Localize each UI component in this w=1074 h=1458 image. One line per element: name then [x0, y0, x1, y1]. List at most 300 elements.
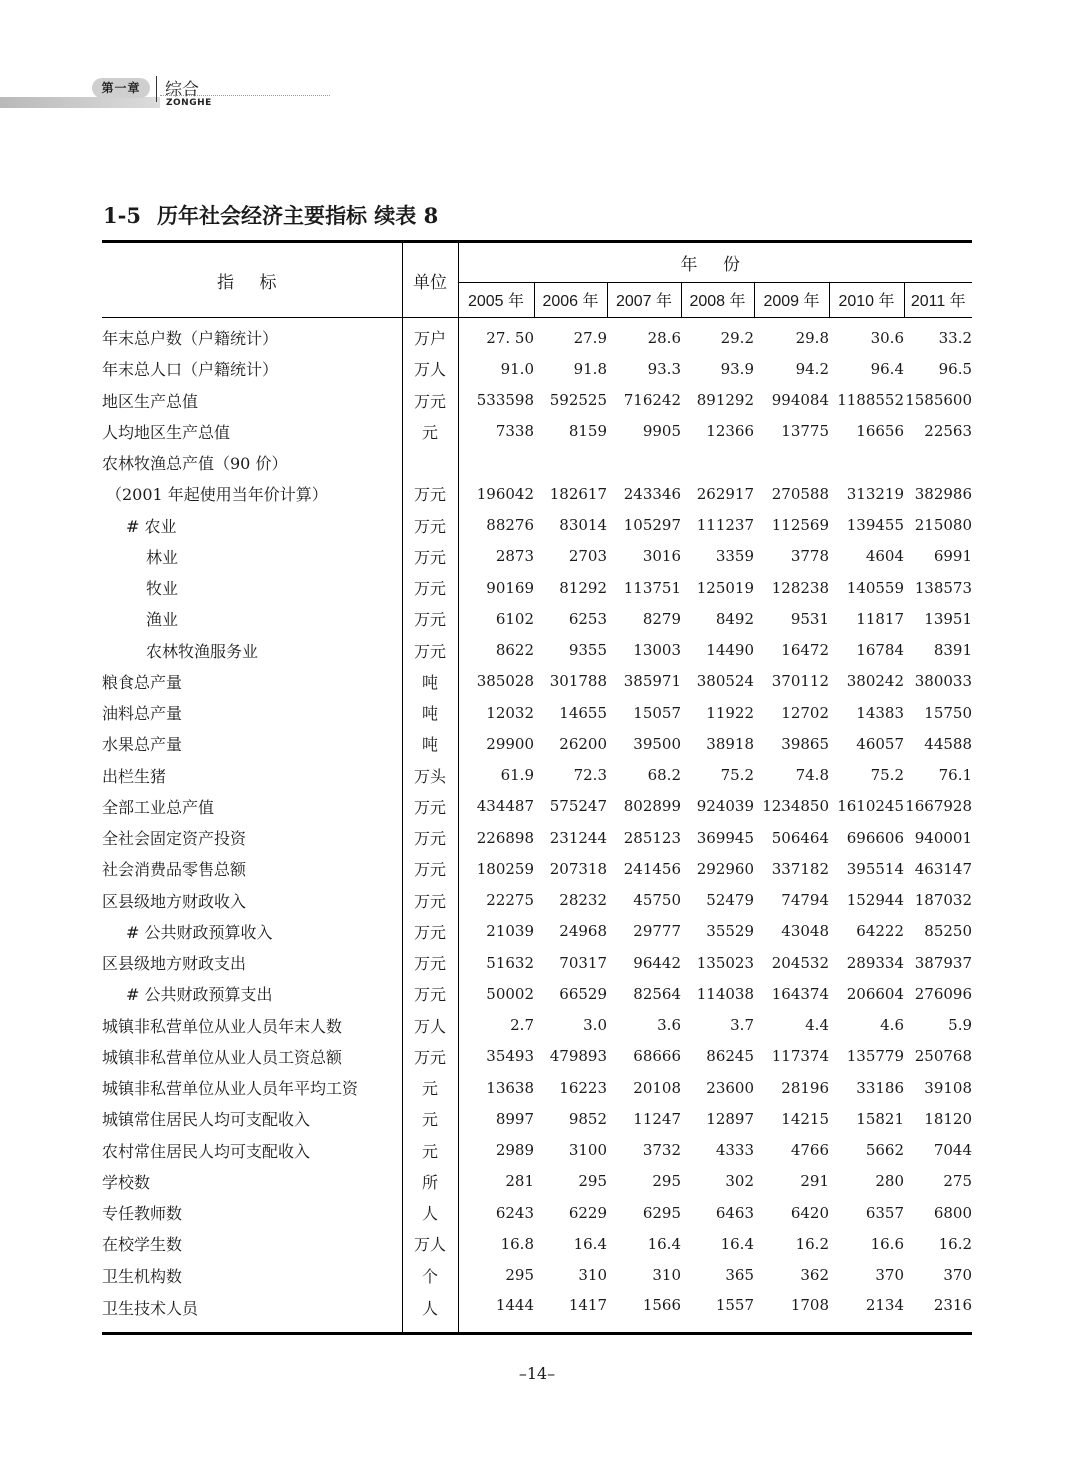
value-cell: 16.4	[647, 1234, 681, 1253]
table-row	[102, 510, 972, 541]
unit-cell: 万人	[402, 1228, 458, 1259]
value-cell: 362	[800, 1266, 829, 1285]
table-row	[102, 666, 972, 697]
table-title	[103, 200, 438, 230]
unit-cell: 万元	[402, 978, 458, 1009]
value-cell: 6991	[933, 547, 973, 566]
value-cell: 262917	[696, 484, 754, 503]
indicator-label: 社会消费品零售总额	[102, 860, 247, 880]
value-cell: 68666	[633, 1047, 681, 1066]
value-cell: 75.2	[870, 766, 904, 785]
value-cell: 105297	[623, 516, 681, 535]
value-cell: 96.4	[870, 359, 904, 378]
indicator-label: 城镇非私营单位从业人员工资总额	[102, 1047, 343, 1067]
unit-cell: 万元	[402, 478, 458, 509]
table-row	[102, 1072, 972, 1103]
unit-cell: 万元	[402, 947, 458, 978]
table-row	[102, 385, 972, 416]
year-header-cell: 2006 年	[534, 282, 607, 317]
value-cell: 385028	[476, 672, 534, 691]
indicator-label: 城镇常住居民人均可支配收入	[102, 1110, 311, 1130]
table-row	[102, 916, 972, 947]
value-cell: 295	[505, 1266, 534, 1285]
table-row	[102, 1041, 972, 1072]
value-cell: 3.0	[583, 1016, 607, 1035]
value-cell: 28232	[559, 891, 607, 910]
value-cell: 35529	[706, 922, 754, 941]
indicator-label: 人均地区生产总值	[102, 422, 231, 442]
value-cell: 27.9	[573, 328, 607, 347]
table-row	[102, 541, 972, 572]
value-cell: 180259	[476, 859, 534, 878]
table-row	[102, 1228, 972, 1259]
value-cell: 45750	[633, 891, 681, 910]
value-cell: 4.6	[880, 1016, 904, 1035]
value-cell: 76.1	[938, 766, 973, 785]
value-cell: 434487	[476, 797, 534, 816]
value-cell: 1667928	[905, 797, 973, 816]
value-cell: 891292	[696, 391, 754, 410]
table-row	[102, 822, 972, 853]
value-cell: 716242	[623, 391, 681, 410]
value-cell	[754, 447, 829, 478]
value-cell: 275	[943, 1172, 973, 1191]
value-cell: 61.9	[500, 766, 534, 785]
unit-cell: 个	[402, 1260, 458, 1291]
unit-cell: 元	[402, 1072, 458, 1103]
value-cell: 395514	[846, 859, 904, 878]
year-header-cell: 2010 年	[829, 282, 904, 317]
value-cell: 3.6	[657, 1016, 681, 1035]
value-cell: 6243	[495, 1203, 534, 1222]
table-row	[102, 791, 972, 822]
value-cell: 50002	[486, 984, 534, 1003]
value-cell: 33186	[856, 1078, 904, 1097]
value-cell: 270588	[771, 484, 829, 503]
value-cell: 43048	[781, 922, 829, 941]
value-cell: 39500	[633, 734, 681, 753]
value-cell: 479893	[549, 1047, 607, 1066]
value-cell: 68.2	[647, 766, 681, 785]
value-cell: 117374	[771, 1047, 829, 1066]
value-cell	[607, 447, 681, 478]
indicator-label: 地区生产总值	[102, 391, 199, 411]
value-cell: 8997	[495, 1109, 534, 1128]
chapter-badge: 第一章	[92, 78, 150, 98]
header-indicator: 指 标	[102, 242, 402, 318]
unit-cell: 元	[402, 416, 458, 447]
header-unit: 单位	[402, 242, 458, 318]
unit-cell: 万元	[402, 603, 458, 634]
value-cell: 215080	[914, 516, 973, 535]
value-cell: 12702	[781, 703, 829, 722]
value-cell: 994084	[771, 391, 829, 410]
year-header-cell: 2008 年	[681, 282, 754, 317]
value-cell: 152944	[846, 891, 904, 910]
value-cell: 382986	[914, 484, 973, 503]
value-cell: 18120	[924, 1109, 973, 1128]
indicator-label: 农林牧渔总产值（90 价）	[102, 454, 288, 474]
value-cell: 2703	[568, 547, 607, 566]
unit-cell: 万元	[402, 572, 458, 603]
value-cell: 38918	[706, 734, 754, 753]
unit-cell: 吨	[402, 728, 458, 759]
value-cell: 4.4	[805, 1016, 829, 1035]
value-cell: 2316	[904, 1291, 972, 1334]
value-cell: 696606	[846, 828, 904, 847]
value-cell: 369945	[696, 828, 754, 847]
indicators-table	[102, 240, 972, 1335]
value-cell: 6420	[790, 1203, 829, 1222]
value-cell: 12032	[486, 703, 534, 722]
indicator-label: 在校学生数	[102, 1235, 183, 1255]
indicator-label: 城镇非私营单位从业人员年平均工资	[102, 1079, 359, 1099]
value-cell: 164374	[771, 984, 829, 1003]
value-cell: 289334	[846, 953, 904, 972]
value-cell: 6295	[642, 1203, 681, 1222]
value-cell: 9905	[642, 422, 681, 441]
value-cell: 310	[578, 1266, 607, 1285]
value-cell: 7338	[495, 422, 534, 441]
value-cell: 35493	[486, 1047, 534, 1066]
value-cell: 16784	[856, 641, 904, 660]
value-cell: 75.2	[720, 766, 754, 785]
unit-cell: 所	[402, 1166, 458, 1197]
unit-cell: 万元	[402, 853, 458, 884]
value-cell: 51632	[486, 953, 534, 972]
value-cell: 8279	[642, 609, 681, 628]
indicator-label: （2001 年起使用当年价计算）	[106, 485, 328, 505]
table-row	[102, 318, 972, 354]
chapter-header	[0, 70, 340, 120]
value-cell: 64222	[856, 922, 904, 941]
unit-cell: 万元	[402, 822, 458, 853]
value-cell: 1566	[607, 1291, 681, 1334]
value-cell	[904, 447, 972, 478]
value-cell: 276096	[914, 984, 973, 1003]
value-cell: 2873	[495, 547, 534, 566]
value-cell: 74794	[781, 891, 829, 910]
value-cell: 1417	[534, 1291, 607, 1334]
value-cell: 12897	[706, 1109, 754, 1128]
value-cell: 301788	[549, 672, 607, 691]
value-cell: 6229	[568, 1203, 607, 1222]
value-cell: 8622	[495, 641, 534, 660]
value-cell: 8492	[715, 609, 754, 628]
value-cell: 1188552	[837, 391, 904, 410]
page-number: –14–	[518, 1364, 556, 1383]
header-divider	[156, 76, 157, 102]
value-cell: 15750	[924, 703, 973, 722]
unit-cell: 万元	[402, 916, 458, 947]
value-cell: 3778	[790, 547, 829, 566]
value-cell: 16.8	[500, 1234, 534, 1253]
value-cell: 302	[725, 1172, 754, 1191]
value-cell: 3359	[715, 547, 754, 566]
value-cell: 13638	[486, 1078, 534, 1097]
value-cell: 16.2	[938, 1234, 973, 1253]
value-cell: 66529	[559, 984, 607, 1003]
table-row	[102, 635, 972, 666]
value-cell: 44588	[924, 734, 973, 753]
value-cell: 207318	[549, 859, 607, 878]
value-cell: 91.8	[573, 359, 607, 378]
value-cell: 2.7	[510, 1016, 534, 1035]
table-row	[102, 1260, 972, 1291]
value-cell: 2134	[829, 1291, 904, 1334]
value-cell: 1557	[681, 1291, 754, 1334]
table-row	[102, 885, 972, 916]
value-cell: 9531	[790, 609, 829, 628]
value-cell: 52479	[706, 891, 754, 910]
value-cell: 39108	[924, 1078, 973, 1097]
indicator-label: 全部工业总产值	[102, 797, 215, 817]
value-cell: 9355	[568, 641, 607, 660]
table-row	[102, 853, 972, 884]
unit-cell: 万元	[402, 885, 458, 916]
unit-cell: 万人	[402, 1010, 458, 1041]
value-cell: 592525	[549, 391, 607, 410]
value-cell: 86245	[706, 1047, 754, 1066]
indicator-label: # 农业	[126, 516, 177, 536]
unit-cell: 万户	[402, 318, 458, 354]
header-years: 年 份	[458, 242, 972, 283]
indicator-label: # 公共财政预算收入	[126, 922, 273, 942]
value-cell: 802899	[623, 797, 681, 816]
value-cell: 88276	[486, 516, 534, 535]
value-cell: 14490	[706, 641, 754, 660]
value-cell: 16656	[856, 422, 904, 441]
value-cell: 22275	[486, 891, 534, 910]
header-dotted-rule	[160, 95, 330, 96]
value-cell: 9852	[568, 1109, 607, 1128]
indicator-label: 年末总人口（户籍统计）	[102, 360, 279, 380]
value-cell: 370112	[771, 672, 829, 691]
indicator-label: 林业	[146, 547, 179, 567]
value-cell: 241456	[623, 859, 681, 878]
value-cell: 6463	[715, 1203, 754, 1222]
indicator-label: 粮食总产量	[102, 672, 183, 692]
value-cell: 250768	[914, 1047, 973, 1066]
value-cell: 295	[652, 1172, 681, 1191]
table-row	[102, 447, 972, 478]
value-cell: 29900	[486, 734, 534, 753]
value-cell: 4766	[790, 1141, 829, 1160]
value-cell: 337182	[771, 859, 829, 878]
value-cell: 125019	[696, 578, 754, 597]
value-cell: 94.2	[795, 359, 829, 378]
value-cell: 23600	[706, 1078, 754, 1097]
value-cell: 291	[800, 1172, 829, 1191]
value-cell: 5662	[865, 1141, 904, 1160]
table-row	[102, 1103, 972, 1134]
value-cell: 140559	[846, 578, 904, 597]
value-cell: 22563	[924, 422, 973, 441]
value-cell: 24968	[559, 922, 607, 941]
value-cell: 90169	[486, 578, 534, 597]
value-cell: 313219	[846, 484, 904, 503]
value-cell: 46057	[856, 734, 904, 753]
value-cell: 292960	[696, 859, 754, 878]
table-row	[102, 1197, 972, 1228]
unit-cell: 元	[402, 1135, 458, 1166]
unit-cell: 万人	[402, 353, 458, 384]
value-cell: 111237	[696, 516, 754, 535]
indicator-label: 出栏生猪	[102, 766, 167, 786]
value-cell: 16.6	[870, 1234, 904, 1253]
indicator-label: 农村常住居民人均可支配收入	[102, 1141, 311, 1161]
unit-cell: 万头	[402, 760, 458, 791]
table-row	[102, 760, 972, 791]
value-cell: 93.9	[720, 359, 754, 378]
table-row	[102, 478, 972, 509]
value-cell: 380242	[846, 672, 904, 691]
value-cell: 2989	[495, 1141, 534, 1160]
table-row	[102, 1166, 972, 1197]
value-cell: 506464	[771, 828, 829, 847]
value-cell: 7044	[933, 1141, 973, 1160]
unit-cell: 万元	[402, 541, 458, 572]
value-cell: 226898	[476, 828, 534, 847]
value-cell: 30.6	[870, 328, 904, 347]
year-header-cell: 2007 年	[607, 282, 681, 317]
unit-cell: 万元	[402, 385, 458, 416]
value-cell: 15057	[633, 703, 681, 722]
value-cell: 3100	[568, 1141, 607, 1160]
value-cell: 243346	[623, 484, 681, 503]
value-cell: 13951	[924, 609, 973, 628]
table-row	[102, 978, 972, 1009]
unit-cell: 万元	[402, 635, 458, 666]
value-cell: 27. 50	[486, 328, 534, 347]
value-cell: 14655	[559, 703, 607, 722]
value-cell: 11817	[856, 609, 904, 628]
value-cell: 380033	[914, 672, 973, 691]
value-cell: 187032	[914, 891, 973, 910]
value-cell: 93.3	[647, 359, 681, 378]
value-cell: 91.0	[500, 359, 534, 378]
value-cell: 295	[578, 1172, 607, 1191]
table-number: 1-5	[103, 203, 141, 228]
chapter-title-en: ZONGHE	[166, 98, 212, 108]
indicator-label: 油料总产量	[102, 704, 183, 724]
value-cell: 1708	[754, 1291, 829, 1334]
value-cell: 370	[943, 1266, 973, 1285]
value-cell	[829, 447, 904, 478]
value-cell: 196042	[476, 484, 534, 503]
value-cell: 81292	[559, 578, 607, 597]
value-cell: 28.6	[647, 328, 681, 347]
table-row	[102, 1291, 972, 1334]
value-cell: 204532	[771, 953, 829, 972]
value-cell: 13775	[781, 422, 829, 441]
indicator-label: 渔业	[146, 610, 179, 630]
value-cell: 11922	[706, 703, 754, 722]
indicator-label: # 公共财政预算支出	[126, 985, 273, 1005]
value-cell: 12366	[706, 422, 754, 441]
value-cell: 16472	[781, 641, 829, 660]
table-row	[102, 1135, 972, 1166]
value-cell: 3732	[642, 1141, 681, 1160]
value-cell: 138573	[914, 578, 973, 597]
value-cell: 385971	[623, 672, 681, 691]
value-cell: 6357	[865, 1203, 904, 1222]
unit-cell	[402, 447, 458, 478]
header-bar	[0, 97, 160, 108]
value-cell: 96.5	[938, 359, 973, 378]
unit-cell: 人	[402, 1197, 458, 1228]
value-cell	[534, 447, 607, 478]
value-cell: 14383	[856, 703, 904, 722]
value-cell: 83014	[559, 516, 607, 535]
year-header-cell: 2009 年	[754, 282, 829, 317]
value-cell: 16223	[559, 1078, 607, 1097]
value-cell: 114038	[696, 984, 754, 1003]
value-cell: 26200	[559, 734, 607, 753]
indicator-label: 区县级地方财政支出	[102, 954, 247, 974]
value-cell	[681, 447, 754, 478]
value-cell: 280	[875, 1172, 904, 1191]
value-cell: 1234850	[762, 797, 829, 816]
table-row	[102, 1010, 972, 1041]
value-cell: 387937	[914, 953, 973, 972]
value-cell: 28196	[781, 1078, 829, 1097]
indicator-label: 卫生机构数	[102, 1266, 183, 1286]
table-row	[102, 353, 972, 384]
value-cell: 533598	[476, 391, 534, 410]
value-cell: 281	[505, 1172, 534, 1191]
year-header-cell: 2011 年	[904, 282, 972, 317]
value-cell: 365	[725, 1266, 754, 1285]
value-cell: 112569	[771, 516, 829, 535]
value-cell: 15821	[856, 1109, 904, 1128]
indicator-label: 城镇非私营单位从业人员年末人数	[102, 1016, 343, 1036]
value-cell: 96442	[633, 953, 681, 972]
value-cell: 20108	[633, 1078, 681, 1097]
indicator-label: 全社会固定资产投资	[102, 829, 247, 849]
value-cell: 4604	[865, 547, 904, 566]
value-cell: 16.4	[573, 1234, 607, 1253]
indicator-label: 水果总产量	[102, 735, 183, 755]
year-header-cell: 2005 年	[458, 282, 534, 317]
value-cell: 8159	[568, 422, 607, 441]
value-cell: 940001	[914, 828, 973, 847]
table-title-text: 历年社会经济主要指标 续表 8	[156, 203, 439, 228]
value-cell: 29.2	[720, 328, 754, 347]
value-cell: 21039	[486, 922, 534, 941]
unit-cell: 万元	[402, 510, 458, 541]
value-cell: 70317	[559, 953, 607, 972]
value-cell: 6800	[933, 1203, 973, 1222]
table-body	[102, 318, 972, 1334]
indicator-label: 专任教师数	[102, 1204, 183, 1224]
value-cell: 113751	[623, 578, 681, 597]
value-cell: 16.4	[720, 1234, 754, 1253]
value-cell: 85250	[924, 922, 973, 941]
value-cell: 6253	[568, 609, 607, 628]
value-cell: 139455	[846, 516, 904, 535]
value-cell: 206604	[846, 984, 904, 1003]
value-cell: 135779	[846, 1047, 904, 1066]
indicator-label: 年末总户数（户籍统计）	[102, 329, 279, 349]
value-cell: 924039	[696, 797, 754, 816]
value-cell: 11247	[633, 1109, 681, 1128]
table-row	[102, 603, 972, 634]
value-cell: 4333	[715, 1141, 754, 1160]
unit-cell: 吨	[402, 697, 458, 728]
value-cell: 3016	[642, 547, 681, 566]
value-cell: 1610245	[837, 797, 904, 816]
